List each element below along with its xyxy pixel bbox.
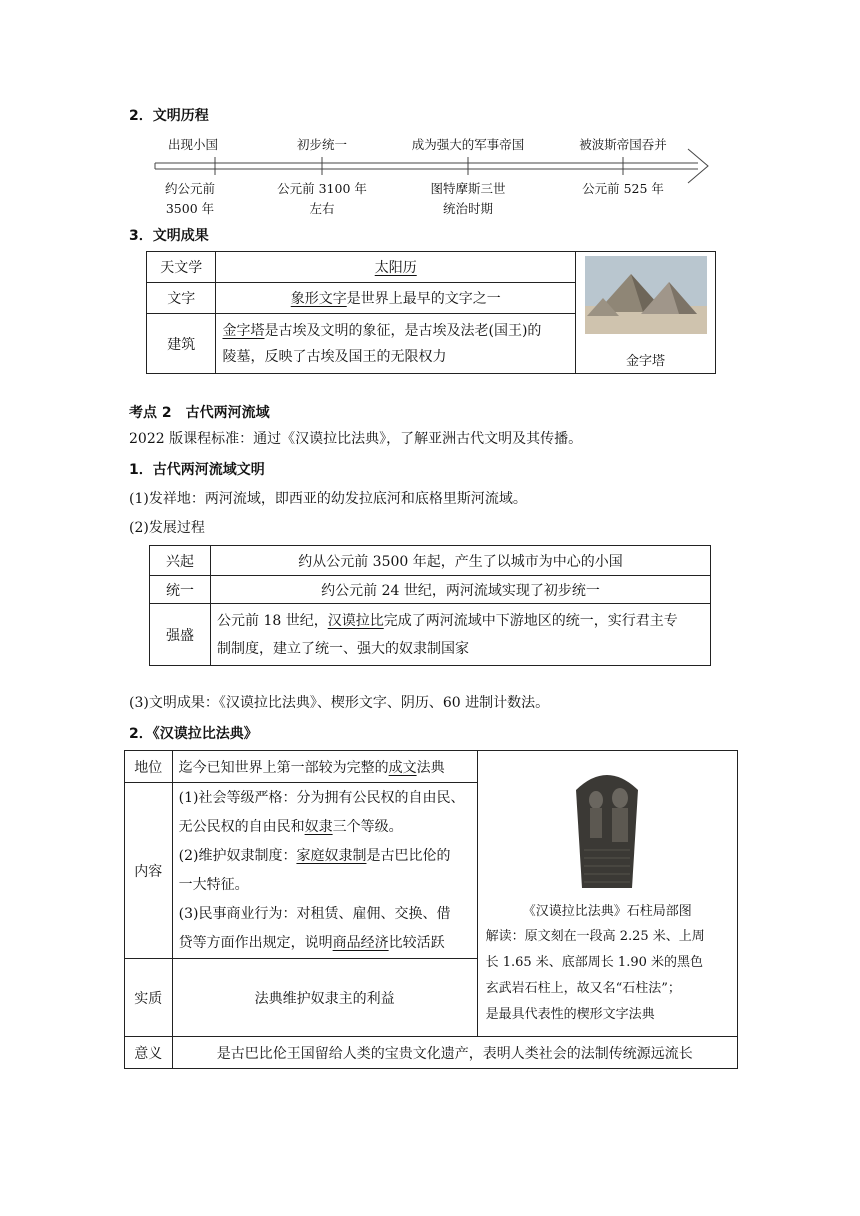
timeline-event-3: 成为强大的军事帝国 xyxy=(411,137,525,152)
timeline-date-2: 公元前 3100 年 左右 xyxy=(277,181,367,216)
achievements-table xyxy=(146,251,716,374)
development-table xyxy=(149,545,711,666)
row-label-prosper: 强盛 xyxy=(150,604,211,666)
row-content-writing: 象形文字是世界上最早的文字之一 xyxy=(216,283,576,314)
row-content-prosper: 公元前 18 世纪，汉谟拉比完成了两河流域中下游地区的统一，实行君主专 制制度，建立了统一、强大的奴隶制国家 xyxy=(211,604,711,666)
row-content-content: (1)社会等级严格：分为拥有公民权的自由民、 无公民权的自由民和奴隶三个等级。 (2)维护奴隶制度：家庭奴隶制是古巴比伦的 一大特征。 (3)民事商业行为：对租赁、雇佣、交换、借 贷等方面作出规定，说明商品经济比较活跃 xyxy=(172,783,477,959)
stele-image xyxy=(562,760,652,888)
timeline-date-3: 图特摩斯三世 统治时期 xyxy=(430,181,506,216)
row-content-essence: 法典维护奴隶主的利益 xyxy=(172,959,477,1037)
origin-text: (1)发祥地：两河流域，即西亚的幼发拉底河和底格里斯河流域。 xyxy=(129,491,527,507)
row-content-astronomy: 太阳历 xyxy=(216,252,576,283)
row-label-content: 内容 xyxy=(125,783,173,959)
row-content-architecture: 金字塔是古埃及文明的象征，是古埃及法老(国王)的 陵墓，反映了古埃及国王的无限权力 xyxy=(216,314,576,374)
row-label-status: 地位 xyxy=(125,751,173,783)
pyramid-caption: 金字塔 xyxy=(625,354,665,369)
hammurabi-table xyxy=(124,750,738,1069)
heading-topic-2: 考点 2 古代两河流域 xyxy=(129,405,270,421)
heading-hammurabi-code: 2．《汉谟拉比法典》 xyxy=(129,726,258,742)
heading-mesopotamia: 1．古代两河流域文明 xyxy=(129,462,265,478)
curriculum-standard: 2022 版课程标准：通过《汉谟拉比法典》，了解亚洲古代文明及其传播。 xyxy=(129,431,583,447)
row-label-unify: 统一 xyxy=(150,576,211,604)
stele-caption: 《汉谟拉比法典》石柱局部图 xyxy=(522,903,692,919)
timeline xyxy=(150,135,710,220)
stele-image-cell xyxy=(477,751,737,1037)
row-label-writing: 文字 xyxy=(147,283,216,314)
row-label-architecture: 建筑 xyxy=(147,314,216,374)
row-label-rise: 兴起 xyxy=(150,546,211,576)
heading-civilization-achievements: 3．文明成果 xyxy=(129,228,209,244)
row-content-rise: 约从公元前 3500 年起，产生了以城市为中心的小国 xyxy=(211,546,711,576)
timeline-date-4: 公元前 525 年 xyxy=(582,181,664,196)
row-content-status: 迄今已知世界上第一部较为完整的成文法典 xyxy=(172,751,477,783)
row-label-essence: 实质 xyxy=(125,959,173,1037)
timeline-event-4: 被波斯帝国吞并 xyxy=(579,137,667,152)
row-label-astronomy: 天文学 xyxy=(147,252,216,283)
timeline-event-2: 初步统一 xyxy=(296,137,348,152)
pyramid-image-cell xyxy=(576,252,716,374)
heading-civilization-process: 2．文明历程 xyxy=(129,108,209,124)
row-content-significance: 是古巴比伦王国留给人类的宝贵文化遗产，表明人类社会的法制传统源远流长 xyxy=(172,1037,737,1069)
stele-note: 解读：原文刻在一段高 2.25 米、上周 长 1.65 米、底部周长 1.90 米的黑色 玄武岩石柱上，故又名“石柱法”； 是最具代表性的楔形文字法典 xyxy=(485,928,705,1022)
timeline-event-1: 出现小国 xyxy=(167,137,219,152)
timeline-date-1: 约公元前 3500 年 xyxy=(164,181,216,216)
process-title: (2)发展过程 xyxy=(129,520,205,536)
row-label-significance: 意义 xyxy=(125,1037,173,1069)
row-content-unify: 约公元前 24 世纪，两河流域实现了初步统一 xyxy=(211,576,711,604)
achievements-text: (3)文明成果：《汉谟拉比法典》、楔形文字、阴历、60 进制计数法。 xyxy=(129,695,550,711)
pyramid-image xyxy=(585,256,707,334)
